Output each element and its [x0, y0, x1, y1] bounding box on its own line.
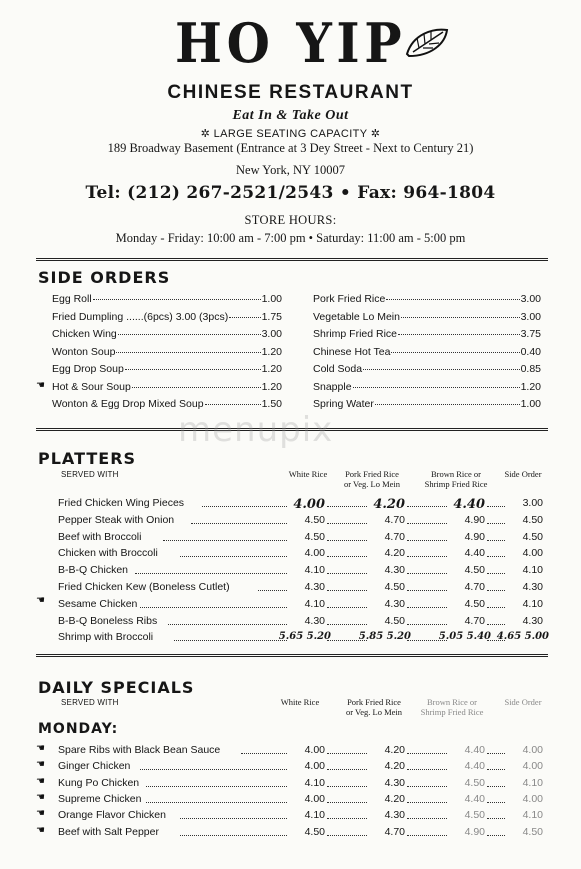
table-row	[58, 581, 543, 596]
dot-leader	[327, 802, 367, 803]
item-name: Spring Water	[313, 398, 374, 410]
specials-col-brown-rice: Brown Rice or Shrimp Fried Rice	[420, 697, 484, 717]
platters-col-side-order: Side Order	[504, 469, 542, 479]
address: 189 Broadway Basement (Entrance at 3 Dey Street - Next to Century 21)	[107, 141, 474, 155]
dot-leader	[327, 573, 367, 574]
dish-price: 4.20	[384, 547, 405, 560]
dot-leader	[327, 835, 367, 836]
dot-leader	[140, 769, 287, 770]
dish-price: 4.40	[464, 760, 485, 773]
dot-leader	[125, 369, 261, 370]
dot-leader	[118, 334, 261, 335]
dot-leader	[202, 506, 287, 507]
dot-leader	[391, 352, 519, 353]
side-order-item	[52, 293, 282, 306]
dish-price: 4.30	[384, 597, 405, 610]
table-row	[58, 793, 543, 808]
item-price: 1.20	[261, 380, 282, 393]
item-name: Wonton Soup	[52, 345, 116, 358]
platters-title: PLATTERS	[38, 449, 137, 468]
side-order-item	[52, 381, 282, 394]
platters-col-white-rice: White Rice	[288, 469, 328, 479]
dot-leader	[386, 299, 519, 300]
dish-name: Beef with Salt Pepper	[58, 825, 159, 838]
dish-price: 4.90	[464, 825, 485, 838]
dish-price: 4.00	[522, 760, 543, 773]
dish-price: 4.40	[464, 792, 485, 805]
dish-price: 4.50	[464, 564, 485, 577]
item-name: Vegetable Lo Mein	[313, 310, 400, 323]
dot-leader	[407, 556, 447, 557]
dot-leader	[327, 753, 367, 754]
dish-price: 4.00	[522, 792, 543, 805]
dish-price: 4.10	[522, 597, 543, 610]
dot-leader	[163, 540, 287, 541]
dish-price: 4.70	[464, 581, 485, 593]
table-row	[58, 826, 543, 841]
dot-leader	[205, 404, 261, 405]
side-orders-title: SIDE ORDERS	[38, 268, 171, 287]
dish-price: 4.70	[384, 530, 405, 543]
dish-price: 4.30	[304, 581, 325, 593]
item-price: 3.00	[520, 310, 541, 323]
item-price: 1.20	[261, 345, 282, 358]
dish-name: Spare Ribs with Black Bean Sauce	[58, 744, 221, 756]
item-price: 1.20	[261, 363, 282, 375]
dot-leader	[229, 317, 260, 318]
brand-header	[0, 11, 581, 75]
dish-price: 4.30	[522, 614, 543, 627]
side-order-item	[313, 311, 541, 324]
dot-leader	[327, 607, 367, 608]
dish-price: 4.40	[453, 497, 485, 512]
dot-leader	[327, 590, 367, 591]
dish-price: 4.10	[522, 564, 543, 577]
dot-leader	[241, 753, 287, 754]
dot-leader	[407, 753, 447, 754]
restaurant-name: HO YIP	[174, 11, 407, 75]
dot-leader	[407, 624, 447, 625]
dish-name: Shrimp with Broccoli	[58, 631, 154, 644]
item-name: Chinese Hot Tea	[313, 345, 391, 358]
item-price: 1.20	[520, 380, 541, 393]
dish-price: 4.50	[304, 825, 325, 838]
table-row	[58, 598, 543, 613]
table-row	[58, 744, 543, 759]
specials-col-side-order: Side Order	[504, 697, 542, 707]
dot-leader	[401, 317, 520, 318]
dish-price: 4.10	[304, 809, 325, 822]
dish-price: 4.30	[384, 809, 405, 822]
dish-name: Ginger Chicken	[58, 760, 131, 773]
dish-price: 4.50	[304, 530, 325, 543]
dish-price: 3.00	[522, 497, 543, 509]
table-row	[58, 547, 543, 562]
dot-leader	[168, 624, 287, 625]
dot-leader	[327, 540, 367, 541]
dish-name: Kung Po Chicken	[58, 776, 140, 789]
hand-mark-icon: ☚	[36, 595, 45, 606]
dish-price: 4.00	[304, 792, 325, 805]
dot-leader	[135, 573, 287, 574]
phone-fax: Tel: (212) 267-2521/2543 • Fax: 964-1804	[85, 183, 496, 203]
hand-mark-icon: ☚	[36, 743, 45, 754]
side-order-item	[52, 328, 282, 341]
seating-note: ✲ LARGE SEATING CAPACITY ✲	[200, 128, 381, 140]
table-row	[58, 564, 543, 579]
item-name: Egg Drop Soup	[52, 363, 124, 375]
item-name: Fried Dumpling ......(6pcs) 3.00 (3pcs)	[52, 310, 229, 323]
dot-leader	[407, 540, 447, 541]
dish-price: 4.90	[464, 530, 485, 543]
dish-price: 4.10	[304, 564, 325, 577]
dish-name: B-B-Q Chicken	[58, 564, 129, 577]
dish-price: 4.00	[304, 760, 325, 773]
dish-name: B-B-Q Boneless Ribs	[58, 614, 158, 627]
restaurant-subtitle: CHINESE RESTAURANT	[167, 82, 414, 103]
city-line: New York, NY 10007	[236, 163, 345, 177]
dish-price: 4.50	[384, 581, 405, 593]
dot-leader	[407, 818, 447, 819]
dish-name: Orange Flavor Chicken	[58, 809, 166, 822]
dish-price: 4.50	[304, 513, 325, 526]
dish-price: 4.20	[384, 760, 405, 773]
dish-name: Beef with Broccoli	[58, 530, 142, 543]
divider	[36, 258, 548, 263]
dish-price: 4.65 5.00	[496, 631, 549, 643]
dish-price: 4.30	[522, 581, 543, 593]
item-name: Wonton & Egg Drop Mixed Soup	[52, 398, 204, 410]
hours-title: STORE HOURS:	[244, 213, 337, 227]
dot-leader	[407, 786, 447, 787]
dot-leader	[407, 506, 447, 507]
dot-leader	[327, 523, 367, 524]
dish-price: 4.00	[293, 497, 325, 512]
dot-leader	[327, 556, 367, 557]
dish-price: 4.30	[384, 564, 405, 577]
side-order-item	[52, 346, 282, 359]
dot-leader	[191, 523, 287, 524]
watermark: menupix	[178, 410, 334, 450]
dish-price: 4.50	[522, 825, 543, 838]
item-price: 3.00	[261, 328, 282, 340]
dot-leader	[180, 818, 287, 819]
dot-leader	[93, 299, 261, 300]
dot-leader	[375, 404, 520, 405]
specials-col-pork-fried-rice: Pork Fried Rice or Veg. Lo Mein	[345, 697, 403, 717]
dot-leader	[146, 786, 287, 787]
dish-price: 4.50	[522, 530, 543, 543]
dish-price: 4.70	[384, 825, 405, 838]
item-price: 1.50	[261, 398, 282, 410]
dish-price: 4.10	[522, 776, 543, 789]
dot-leader	[407, 590, 447, 591]
dot-leader	[180, 835, 287, 836]
dot-leader	[327, 818, 367, 819]
dish-price: 4.50	[384, 614, 405, 627]
dot-leader	[327, 624, 367, 625]
dot-leader	[132, 387, 261, 388]
dish-price: 4.00	[304, 744, 325, 756]
dot-leader	[258, 590, 287, 591]
item-name: Hot & Sour Soup	[52, 380, 131, 393]
dot-leader	[180, 556, 287, 557]
item-name: Cold Soda	[313, 363, 363, 375]
dot-leader	[146, 802, 287, 803]
dot-leader	[174, 640, 287, 641]
dot-leader	[353, 387, 520, 388]
dish-name: Fried Chicken Wing Pieces	[58, 497, 185, 509]
platters-col-pork-fried-rice: Pork Fried Rice or Veg. Lo Mein	[343, 469, 401, 489]
dish-price: 4.00	[522, 547, 543, 560]
side-order-item	[52, 363, 282, 376]
table-row	[58, 631, 549, 646]
dish-price: 4.00	[522, 744, 543, 756]
dish-price: 5.85 5.20	[358, 631, 411, 643]
dot-leader	[363, 369, 520, 370]
specials-col-white-rice: White Rice	[280, 697, 320, 707]
dish-name: Chicken with Broccoli	[58, 547, 158, 560]
hand-mark-icon: ☚	[36, 775, 45, 787]
dot-leader	[398, 334, 520, 335]
table-row	[58, 531, 543, 546]
dot-leader	[407, 802, 447, 803]
hand-mark-icon: ☚	[36, 824, 45, 836]
dish-price: 4.20	[384, 744, 405, 756]
item-name: Egg Roll	[52, 293, 92, 305]
dish-price: 4.20	[384, 792, 405, 805]
table-row	[58, 615, 543, 630]
item-price: 0.40	[520, 345, 541, 358]
dish-name: Fried Chicken Kew (Boneless Cutlet)	[58, 581, 230, 593]
daily-specials-title: DAILY SPECIALS	[38, 678, 195, 697]
platters-col-brown-rice: Brown Rice or Shrimp Fried Rice	[424, 469, 488, 489]
dish-name: Sesame Chicken	[58, 597, 138, 610]
dot-leader	[407, 835, 447, 836]
dish-price: 4.10	[304, 597, 325, 610]
hand-mark-icon: ☚	[36, 791, 45, 803]
hand-mark-icon: ☚	[36, 808, 45, 820]
tagline: Eat In & Take Out	[232, 108, 349, 123]
dish-price: 4.70	[464, 614, 485, 627]
item-price: 3.75	[520, 328, 541, 340]
dish-price: 4.10	[304, 776, 325, 789]
dish-price: 5.05 5.40	[438, 631, 491, 643]
served-with-label: SERVED WITH	[61, 698, 119, 707]
item-price: 1.00	[261, 293, 282, 305]
dot-leader	[116, 352, 260, 353]
dot-leader	[327, 786, 367, 787]
dish-price: 4.50	[464, 776, 485, 789]
item-name: Chicken Wing	[52, 328, 117, 340]
item-name: Snapple	[313, 380, 352, 393]
dish-price: 4.40	[464, 744, 485, 756]
dish-price: 4.70	[384, 513, 405, 526]
dish-name: Pepper Steak with Onion	[58, 513, 175, 526]
side-order-item	[313, 398, 541, 411]
dish-price: 4.50	[464, 597, 485, 610]
dot-leader	[407, 769, 447, 770]
table-row	[58, 760, 543, 775]
dish-price: 4.40	[464, 547, 485, 560]
dish-price: 4.90	[464, 513, 485, 526]
item-price: 1.00	[520, 398, 541, 410]
table-row	[58, 497, 543, 512]
item-name: Pork Fried Rice	[313, 293, 386, 305]
side-order-item	[313, 363, 541, 376]
dot-leader	[407, 523, 447, 524]
side-order-item	[313, 293, 541, 306]
dot-leader	[327, 769, 367, 770]
hand-mark-icon: ☚	[36, 380, 45, 391]
table-row	[58, 777, 543, 792]
side-order-item	[313, 381, 541, 394]
item-price: 0.85	[520, 363, 541, 375]
item-name: Shrimp Fried Rice	[313, 328, 398, 340]
store-hours: Monday - Friday: 10:00 am - 7:00 pm • Saturday: 11:00 am - 5:00 pm	[115, 231, 466, 245]
dot-leader	[140, 607, 287, 608]
dish-price: 4.10	[522, 809, 543, 822]
dish-price: 4.30	[304, 614, 325, 627]
dish-price: 4.00	[304, 547, 325, 560]
divider	[36, 654, 548, 659]
dot-leader	[407, 607, 447, 608]
side-order-item	[52, 311, 282, 324]
dish-price: 4.20	[373, 497, 405, 512]
item-price: 3.00	[520, 293, 541, 305]
side-order-item	[313, 328, 541, 341]
table-row	[58, 809, 543, 824]
dish-price: 5.65 5.20	[278, 631, 331, 643]
dot-leader	[327, 506, 367, 507]
hand-mark-icon: ☚	[36, 759, 45, 771]
table-row	[58, 514, 543, 529]
served-with-label: SERVED WITH	[61, 470, 119, 479]
leaf-logo-icon	[403, 24, 451, 60]
dot-leader	[407, 573, 447, 574]
dish-price: 4.30	[384, 776, 405, 789]
dish-name: Supreme Chicken	[58, 792, 142, 805]
day-heading: MONDAY:	[38, 721, 119, 737]
dish-price: 4.50	[464, 809, 485, 822]
side-order-item	[313, 346, 541, 359]
dish-price: 4.50	[522, 513, 543, 526]
item-price: 1.75	[261, 310, 282, 323]
